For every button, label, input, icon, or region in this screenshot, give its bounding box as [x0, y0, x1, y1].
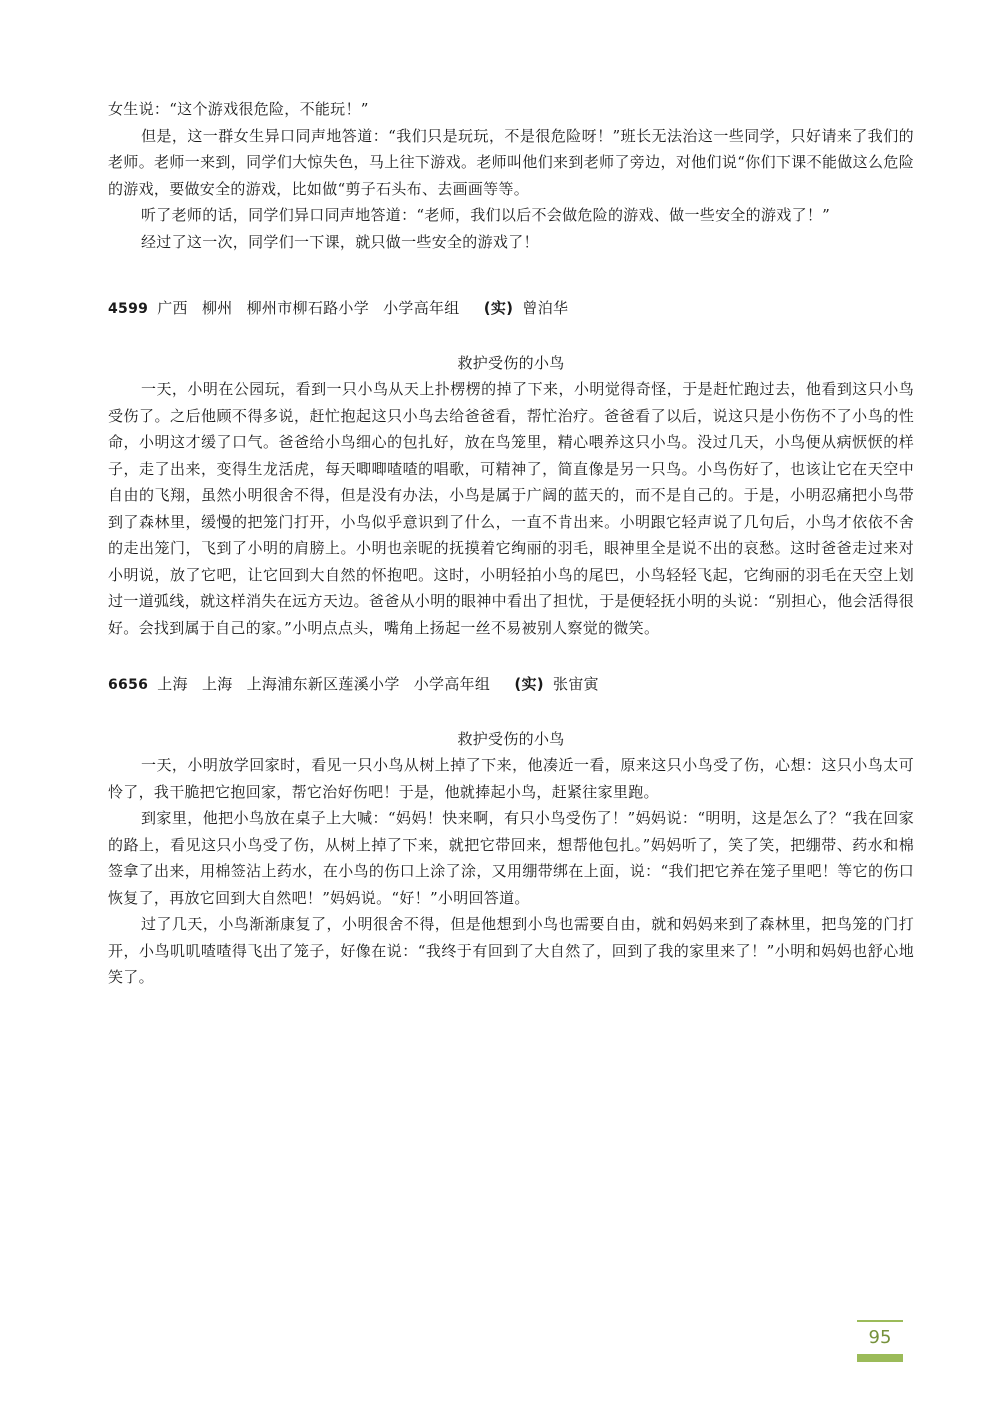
entry-city: 上海: [201, 675, 233, 693]
entry-school: 柳州市柳石路小学: [246, 299, 370, 317]
paragraph: 但是，这一群女生异口同声地答道：“我们只是玩玩，不是很危险呀！”班长无法治这一些同学，只好请来了我们的老师。老师一来到，同学们大惊失色，马上往下游戏。老师叫他们来到老师了旁边，对他们说“你们下课不能做这么危险的游戏，要做安全的游戏，比如做“剪子石头布、去画画等等。: [108, 126, 914, 198]
entry-tag: (实): [483, 299, 514, 317]
entry-tag: (实): [514, 675, 544, 693]
page-body: [108, 96, 914, 991]
story-title: 救护受伤的小鸟: [457, 354, 565, 372]
page-number: 95: [868, 1327, 892, 1348]
entry-author: 曾泊华: [522, 299, 569, 317]
paragraph: 女生说：“这个游戏很危险，不能玩！”: [108, 100, 369, 118]
entry-province: 上海: [157, 675, 188, 693]
entry-4599: [108, 295, 914, 641]
story-title: 救护受伤的小鸟: [457, 730, 565, 748]
paragraph: 一天，小明在公园玩，看到一只小鸟从天上扑楞楞的掉了下来，小明觉得奇怪，于是赶忙跑过去，他看到这只小鸟受伤了。之后他顾不得多说，赶忙抱起这只小鸟去给爸爸看，帮忙治疗。爸爸看了以后，说这只是小伤伤不了小鸟的性命，小明这才缓了口气。爸爸给小鸟细心的包扎好，放在鸟笼里，精心喂养这只小鸟。没过几天，小鸟便从病恹恹的样子，走了出来，变得生龙活虎，每天唧唧喳喳的唱歌，可精神了，简直像是另一只鸟。小鸟伤好了，也该让它在天空中自由的飞翔，虽然小明很舍不得，但是没有办法，小鸟是属于广阔的蓝天的，而不是自己的。于是，小明忍痛把小鸟带到了森林里，缓慢的把笼门打开，小鸟似乎意识到了什么，一直不肯出来。小明跟它轻声说了几句后，小鸟才依依不舍的走出笼门，飞到了小明的肩膀上。小明也亲昵的抚摸着它绚丽的羽毛，眼神里全是说不出的哀愁。这时爸爸走过来对小明说，放了它吧，让它回到大自然的怀抱吧。这时，小明轻拍小鸟的尾巴，小鸟轻轻飞起，它绚丽的羽毛在天空上划过一道弧线，就这样消失在远方天边。爸爸从小明的眼神中看出了担忧，于是便轻抚小明的头说：“别担心，他会活得很好。会找到属于自己的家。”小明点点头，嘴角上扬起一丝不易被别人察觉的微笑。: [108, 380, 914, 637]
entry-group: 小学高年组: [413, 675, 491, 693]
paragraph: 一天，小明放学回家时，看见一只小鸟从树上掉了下来，他凑近一看，原来这只小鸟受了伤，心想：这只小鸟太可怜了，我干脆把它抱回家，帮它治好伤吧！于是，他就捧起小鸟，赶紧往家里跑。: [108, 756, 914, 801]
entry-id: 4599: [108, 301, 149, 317]
entry-group: 小学高年组: [383, 299, 460, 317]
entry-6656: [108, 671, 914, 991]
entry-author: 张宙寅: [553, 675, 599, 693]
entry-province: 广西: [157, 299, 188, 317]
paragraph: 到家里，他把小鸟放在桌子上大喊：“妈妈！快来啊，有只小鸟受伤了！”妈妈说：“明明，这是怎么了？“我在回家的路上，看见这只小鸟受了伤，从树上掉了下来，就把它带回来，想帮他包扎。”妈妈听了，笑了笑，把绷带、药水和棉签拿了出来，用棉签沾上药水，在小鸟的伤口上涂了涂，又用绷带绑在上面，说：“我们把它养在笼子里吧！等它的伤口恢复了，再放它回到大自然吧！”妈妈说。“好！”小明回答道。: [108, 809, 914, 907]
entry-header: [108, 671, 914, 698]
paragraph: 经过了这一次，同学们一下课，就只做一些安全的游戏了！: [141, 232, 539, 251]
paragraph: 过了几天，小鸟渐渐康复了，小明很舍不得，但是他想到小鸟也需要自由，就和妈妈来到了森林里，把鸟笼的门打开，小鸟叽叽喳喳得飞出了笼子，好像在说：“我终于有回到了大自然了，回到了我的家里来了！”小明和妈妈也舒心地笑了。: [108, 915, 914, 986]
paragraph: 听了老师的话，同学们异口同声地答道：“老师，我们以后不会做危险的游戏、做一些安全的游戏了！”: [141, 206, 831, 224]
continued-story: [108, 96, 914, 255]
page-number-block: [857, 1320, 903, 1362]
entry-header: [108, 295, 914, 322]
page-number-bar: [857, 1354, 903, 1362]
entry-school: 上海浦东新区莲溪小学: [246, 675, 400, 693]
entry-city: 柳州: [201, 299, 233, 317]
entry-id: 6656: [108, 677, 149, 693]
